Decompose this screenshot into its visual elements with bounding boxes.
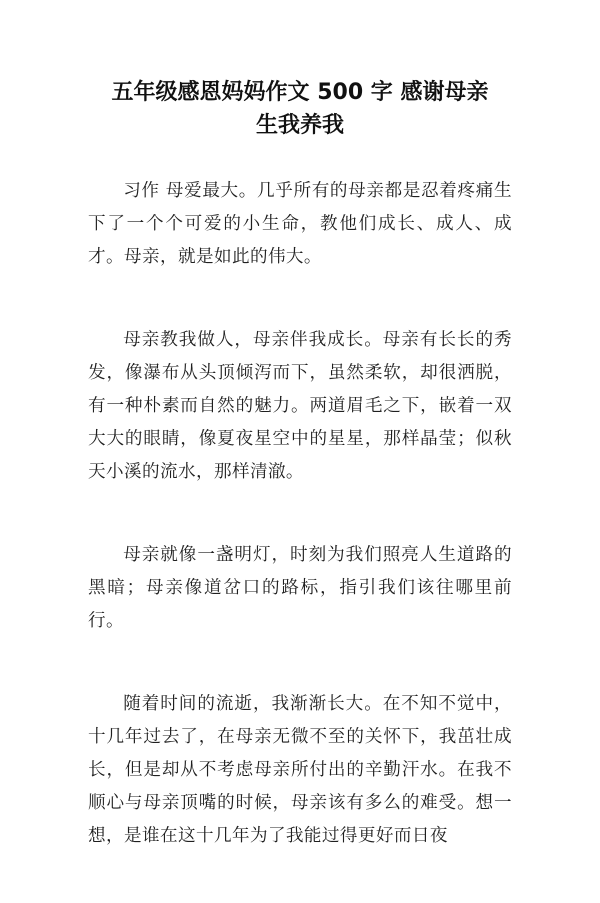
document-title-line-2: 生我养我 <box>255 113 344 138</box>
paragraph-3: 母亲就像一盏明灯，时刻为我们照亮人生道路的黑暗；母亲像道岔口的路标，指引我们该往哪里前行。 <box>88 545 512 631</box>
paragraph-2: 母亲教我做人，母亲伴我成长。母亲有长长的秀发，像瀑布从头顶倾泻而下，虽然柔软，却很洒脱，有一种朴素而自然的魅力。两道眉毛之下，嵌着一双大大的眼睛，像夏夜星空中的星星，那样晶莹；似秋天小溪的流水，那样清澈。 <box>88 330 512 482</box>
paragraph-1: 习作 母爱最大。几乎所有的母亲都是忍着疼痛生下了一个个可爱的小生命，教他们成长、成人、成才。母亲，就是如此的伟大。 <box>88 181 512 267</box>
document-title-line-1: 五年级感恩妈妈作文 500 字 感谢母亲 <box>111 80 489 105</box>
paragraph-4: 随着时间的流逝，我渐渐长大。在不知不觉中，十几年过去了，在母亲无微不至的关怀下，我茁壮成长，但是却从不考虑母亲所付出的辛勤汗水。在我不顺心与母亲顶嘴的时候，母亲该有多么的难受。想一想，是谁在这十几年为了我能过得更好而日夜 <box>88 694 512 846</box>
document-body <box>88 175 512 903</box>
